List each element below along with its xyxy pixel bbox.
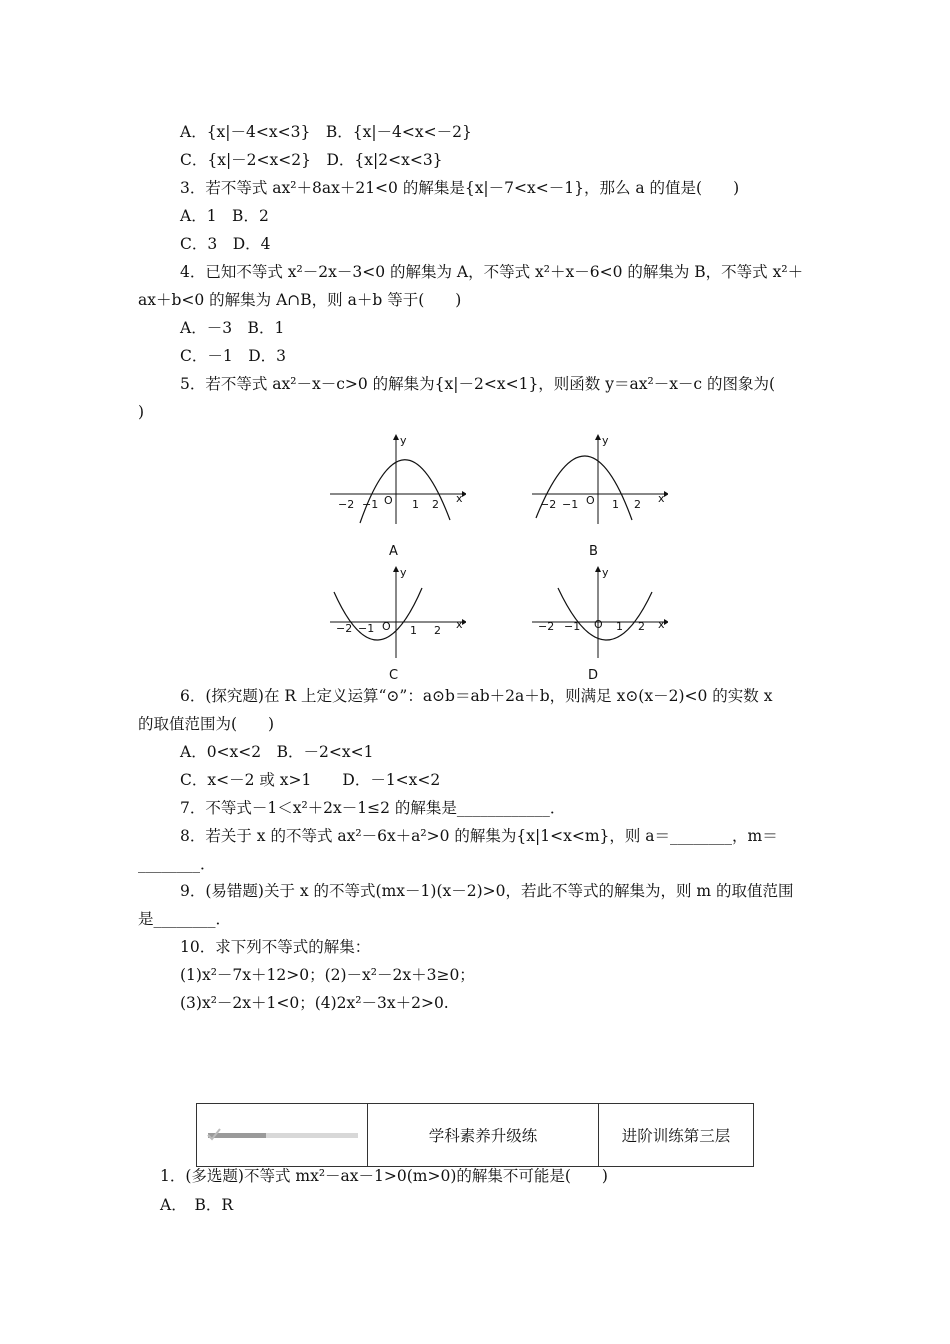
q3-options-ab: A．1 B．2 xyxy=(180,207,269,225)
svg-text:y: y xyxy=(400,566,407,579)
svg-text:−2: −2 xyxy=(540,498,557,511)
q7-stem: 7．不等式－1＜x²＋2x－1≤2 的解集是____________． xyxy=(180,799,566,817)
s1-stem: 1．(多选题)不等式 mx²－ax－1>0(m>0)的解集不可能是( ) xyxy=(160,1167,608,1185)
svg-text:−1: −1 xyxy=(358,622,375,635)
svg-text:−2: −2 xyxy=(338,498,355,511)
svg-text:−2: −2 xyxy=(538,620,555,633)
section-title: 学科素养升级练 xyxy=(368,1104,599,1166)
q2-options-ab: A．{x|－4<x<3} B．{x|－4<x<－2} xyxy=(180,123,472,141)
q4-options-ab: A．－3 B．1 xyxy=(180,319,285,337)
svg-text:−1: −1 xyxy=(564,620,581,633)
svg-text:−1: −1 xyxy=(562,498,579,511)
q4-options-cd: C．－1 D．3 xyxy=(180,347,287,365)
q8-stem-line2: ________． xyxy=(138,855,216,873)
svg-text:1: 1 xyxy=(412,498,419,511)
graph-d xyxy=(528,562,668,662)
q8-stem-line1: 8．若关于 x 的不等式 ax²－6x＋a²>0 的解集为{x|1<x<m}，则 a＝________，m＝ xyxy=(180,827,778,845)
graph-a xyxy=(326,428,466,528)
s1-options: A． B．R xyxy=(160,1196,234,1214)
svg-text:1: 1 xyxy=(410,624,417,637)
svg-text:−2: −2 xyxy=(336,622,353,635)
svg-text:O: O xyxy=(586,494,595,507)
svg-text:O: O xyxy=(382,620,391,633)
svg-text:2: 2 xyxy=(432,498,439,511)
graph-label-c: C xyxy=(389,668,399,683)
svg-text:y: y xyxy=(602,566,609,579)
q3-options-cd: C．3 D．4 xyxy=(180,235,271,253)
q10-parts-1-2: (1)x²－7x＋12>0；(2)－x²－2x＋3≥0； xyxy=(180,966,475,984)
q6-stem-line2: 的取值范围为( ) xyxy=(138,715,275,733)
svg-text:O: O xyxy=(384,494,393,507)
q4-stem-line2: ax＋b<0 的解集为 A∩B，则 a＋b 等于( ) xyxy=(138,291,462,309)
section-header xyxy=(196,1103,754,1167)
svg-text:x: x xyxy=(456,492,463,505)
q4-stem-line1: 4．已知不等式 x²－2x－3<0 的解集为 A，不等式 x²＋x－6<0 的解集为 B，不等式 x²＋ xyxy=(180,263,804,281)
svg-text:x: x xyxy=(658,492,665,505)
svg-text:2: 2 xyxy=(434,624,441,637)
q10-stem: 10．求下列不等式的解集： xyxy=(180,938,371,956)
section-header-decoration xyxy=(197,1104,368,1166)
q3-stem: 3．若不等式 ax²＋8ax＋21<0 的解集是{x|－7<x<－1}，那么 a 的值是( ) xyxy=(180,179,740,197)
q9-stem-line1: 9．(易错题)关于 x 的不等式(mx－1)(x－2)>0，若此不等式的解集为，则 m 的取值范围 xyxy=(180,882,794,900)
svg-text:1: 1 xyxy=(612,498,619,511)
svg-text:y: y xyxy=(602,434,609,447)
graph-c xyxy=(326,562,466,662)
svg-text:2: 2 xyxy=(638,620,645,633)
section-level: 进阶训练第三层 xyxy=(621,1127,731,1145)
q6-options-ab: A．0<x<2 B．－2<x<1 xyxy=(180,743,374,761)
graph-label-a: A xyxy=(389,544,398,559)
svg-text:O: O xyxy=(594,618,603,631)
progress-check-icon xyxy=(202,1125,362,1145)
graph-label-d: D xyxy=(588,668,599,683)
svg-text:x: x xyxy=(456,618,463,631)
q2-options-cd: C．{x|－2<x<2} D．{x|2<x<3} xyxy=(180,151,443,169)
svg-text:−1: −1 xyxy=(362,498,379,511)
q10-parts-3-4: (3)x²－2x＋1<0；(4)2x²－3x＋2>0. xyxy=(180,994,449,1012)
graph-label-b: B xyxy=(589,544,598,559)
q9-stem-line2: 是________． xyxy=(138,910,232,928)
q5-stem-line1: 5．若不等式 ax²－x－c>0 的解集为{x|－2<x<1}，则函数 y＝ax²－x－c 的图象为( xyxy=(180,375,776,393)
svg-text:2: 2 xyxy=(634,498,641,511)
svg-text:1: 1 xyxy=(616,620,623,633)
graph-b xyxy=(528,428,668,528)
svg-text:y: y xyxy=(400,434,407,447)
q6-stem-line1: 6．(探究题)在 R 上定义运算“⊙”：a⊙b＝ab＋2a＋b，则满足 x⊙(x－2)<0 的实数 x xyxy=(180,687,773,705)
svg-text:x: x xyxy=(658,618,665,631)
q5-stem-line2: ) xyxy=(138,403,145,421)
q6-options-cd: C．x<－2 或 x>1 D．－1<x<2 xyxy=(180,771,441,789)
